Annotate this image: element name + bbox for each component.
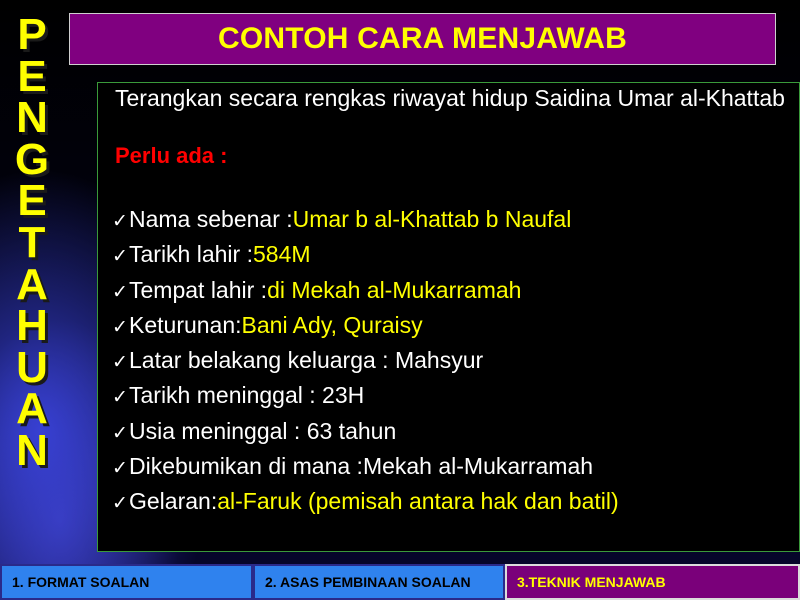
side-title-letter: T	[18, 217, 46, 267]
checklist-item	[112, 450, 619, 485]
checklist	[112, 203, 619, 521]
side-title-letter: P	[17, 10, 47, 59]
item-label: Dikebumikan di mana :Mekah al-Mukarramah	[129, 453, 594, 480]
check-icon: ✓	[112, 458, 128, 480]
checklist-item	[112, 238, 619, 273]
checklist-item	[112, 485, 619, 520]
tab-format-soalan[interactable]: 1. FORMAT SOALAN	[0, 564, 253, 600]
check-icon: ✓	[112, 422, 128, 444]
item-label: Usia meninggal : 63 tahun	[129, 417, 397, 444]
side-title-letter: E	[17, 176, 47, 226]
side-title	[0, 10, 64, 475]
checklist-item	[112, 415, 619, 450]
check-icon: ✓	[112, 493, 128, 515]
checklist-item	[112, 309, 619, 344]
item-label: Keturunan:	[129, 311, 242, 338]
title-banner	[69, 13, 776, 65]
side-title-letter: H	[16, 301, 48, 351]
item-label: Tarikh lahir :	[129, 241, 253, 268]
item-label: Latar belakang keluarga : Mahsyur	[129, 347, 484, 374]
side-title-letter: N	[16, 93, 48, 143]
item-value: Umar b al-Khattab b Naufal	[292, 206, 572, 232]
content-panel	[97, 82, 800, 552]
side-title-letter: E	[17, 51, 47, 101]
side-title-letter: G	[14, 134, 50, 184]
checklist-item	[112, 379, 619, 414]
side-title-letter: N	[16, 425, 48, 475]
tab-teknik-menjawab[interactable]: 3.TEKNIK MENJAWAB	[505, 564, 800, 600]
item-label: Gelaran:	[129, 488, 218, 515]
item-value: 584M	[252, 241, 311, 268]
item-value: al-Faruk (pemisah antara hak dan batil)	[217, 488, 619, 515]
check-icon: ✓	[112, 246, 128, 268]
check-icon: ✓	[112, 316, 128, 338]
question-text: Terangkan secara rengkas riwayat hidup Saidina Umar al-Khattab	[115, 85, 785, 111]
bottom-nav	[0, 564, 800, 600]
checklist-item	[112, 274, 619, 309]
check-icon: ✓	[112, 352, 128, 374]
checklist-item	[112, 203, 619, 238]
check-icon: ✓	[112, 387, 128, 409]
side-title-letter: A	[16, 259, 48, 309]
item-label: Nama sebenar :	[129, 206, 293, 232]
checklist-item	[112, 344, 619, 379]
check-icon: ✓	[112, 281, 128, 303]
slide-title: CONTOH CARA MENJAWAB	[217, 22, 627, 55]
required-label: Perlu ada :	[115, 143, 228, 168]
item-value: di Mekah al-Mukarramah	[267, 276, 522, 303]
check-icon: ✓	[112, 211, 128, 232]
item-label: Tarikh meninggal : 23H	[129, 382, 365, 409]
side-title-letter: U	[16, 342, 48, 392]
item-value: Bani Ady, Quraisy	[241, 311, 423, 338]
side-title-letter: A	[16, 384, 48, 434]
item-label: Tempat lahir :	[129, 276, 268, 303]
tab-asas-pembinaan-soalan[interactable]: 2. ASAS PEMBINAAN SOALAN	[253, 564, 505, 600]
